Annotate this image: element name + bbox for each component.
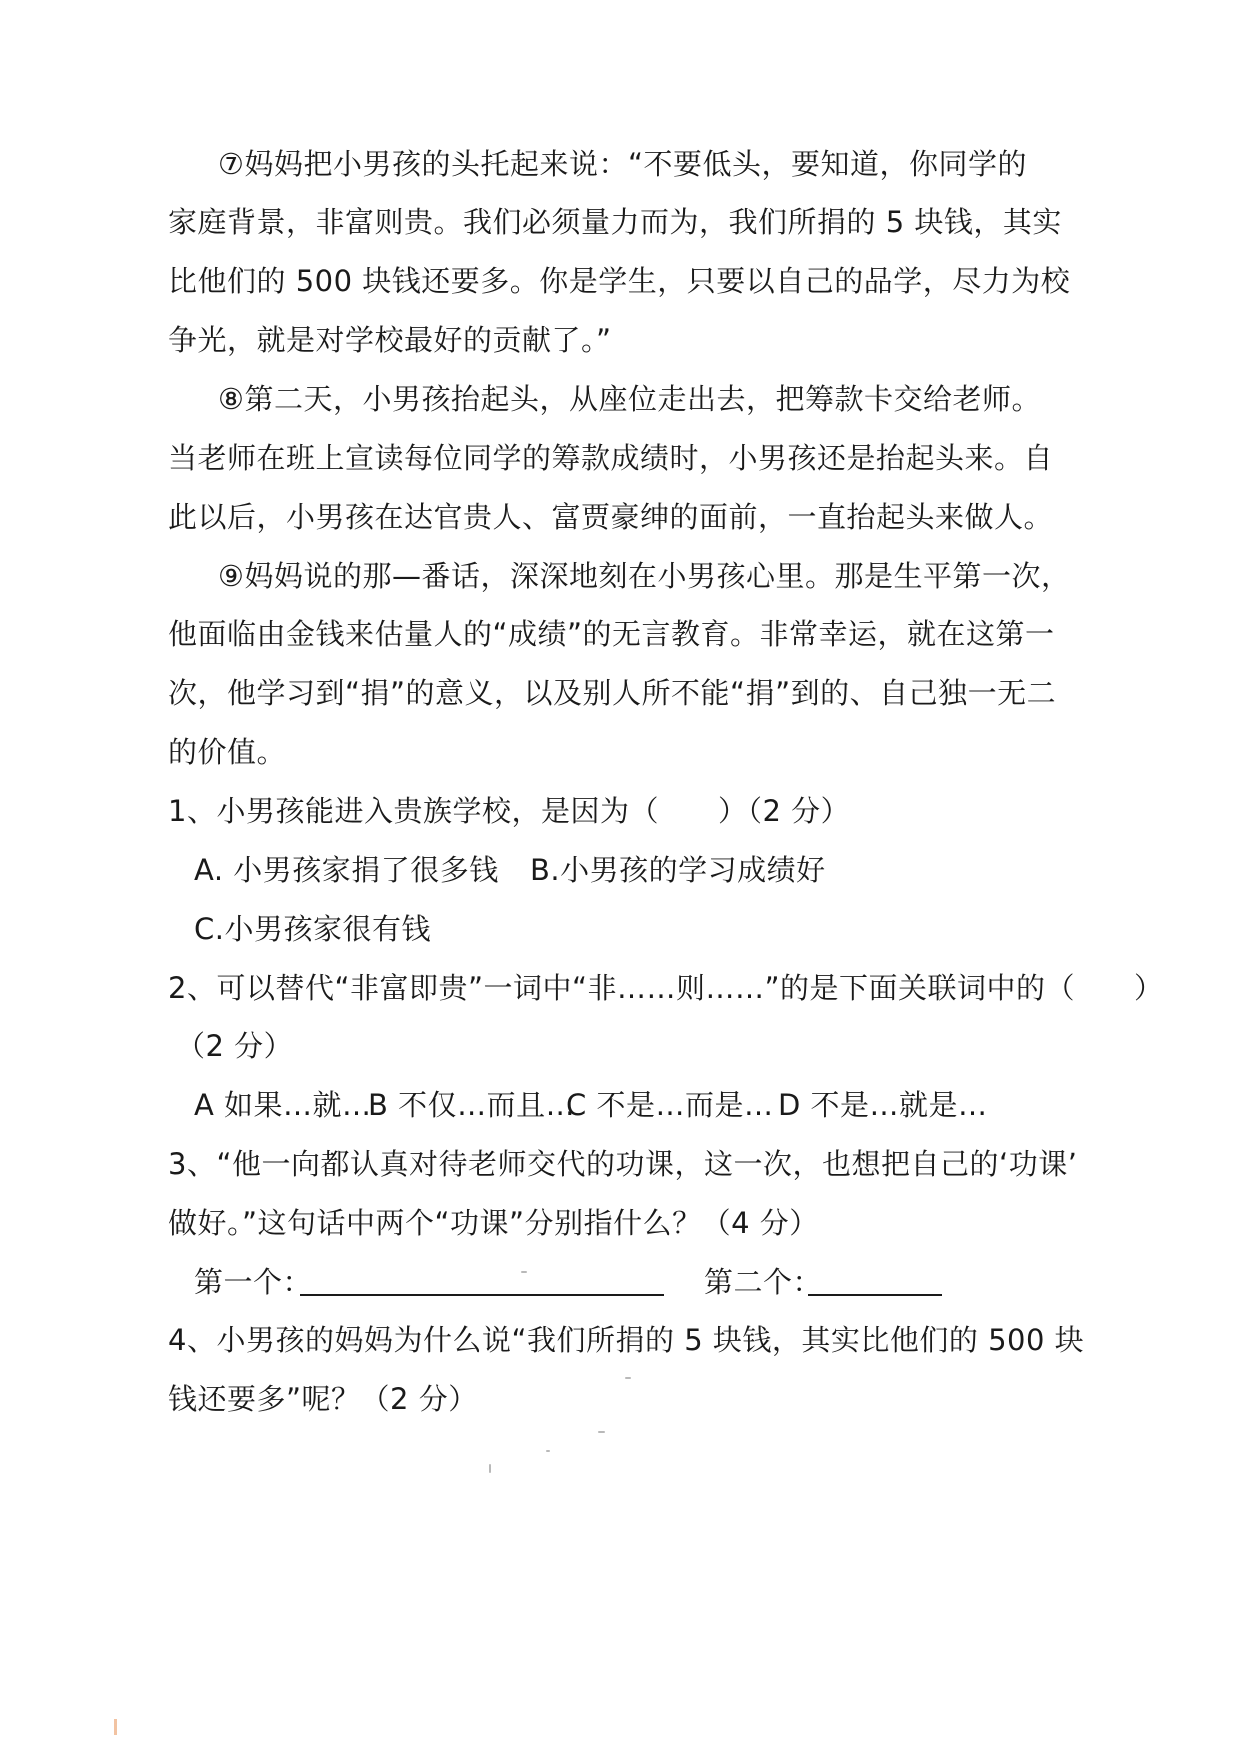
- question-1-stem: 1、小男孩能进入贵族学校，是因为（ ）（2 分）: [168, 794, 851, 828]
- question-2-stem-line-1: 2、可以替代“非富即贵”一词中“非……则……”的是下面关联词中的（ ）: [168, 971, 1164, 1005]
- question-1-option-a: A. 小男孩家捐了很多钱: [194, 853, 499, 887]
- passage-p7-line-1: ⑦妈妈把小男孩的头托起来说：“不要低头，要知道，你同学的: [218, 147, 1028, 181]
- question-2-option-b: B 不仅…而且…: [368, 1088, 576, 1122]
- scan-speck: [625, 1377, 631, 1379]
- question-1-option-c: C.小男孩家很有钱: [194, 912, 431, 946]
- question-3-second-answer-blank[interactable]: [808, 1294, 942, 1296]
- passage-p9-line-4: 的价值。: [168, 735, 287, 769]
- question-2-option-a: A 如果…就…: [194, 1088, 372, 1122]
- question-4-stem-line-1: 4、小男孩的妈妈为什么说“我们所捐的 5 块钱，其实比他们的 500 块: [168, 1323, 1085, 1357]
- passage-p9-line-1: ⑨妈妈说的那—番话，深深地刻在小男孩心里。那是生平第一次，: [218, 559, 1071, 593]
- question-3-first-answer-blank[interactable]: [300, 1294, 664, 1296]
- passage-p7-line-3: 比他们的 500 块钱还要多。你是学生，只要以自己的品学，尽力为校: [168, 264, 1071, 298]
- question-3-stem-line-2: 做好。”这句话中两个“功课”分别指什么？（4 分）: [168, 1206, 819, 1240]
- question-4-stem-line-2: 钱还要多”呢？（2 分）: [168, 1382, 478, 1416]
- scan-speck: [546, 1450, 550, 1452]
- scan-speck: [489, 1464, 491, 1473]
- question-3-first-label: 第一个：: [194, 1265, 313, 1299]
- scan-edge-mark: [114, 1719, 117, 1735]
- passage-p7-line-4: 争光，就是对学校最好的贡献了。”: [168, 323, 612, 357]
- scan-speck: [521, 1271, 527, 1273]
- question-3-second-label: 第二个：: [704, 1265, 823, 1299]
- scan-speck: [598, 1431, 605, 1433]
- question-1-option-b: B.小男孩的学习成绩好: [530, 853, 826, 887]
- passage-p8-line-2: 当老师在班上宣读每位同学的筹款成绩时，小男孩还是抬起头来。自: [168, 441, 1054, 475]
- question-2-option-c: C 不是…而是…: [566, 1088, 774, 1122]
- passage-p8-line-1: ⑧第二天，小男孩抬起头，从座位走出去，把筹款卡交给老师。: [218, 382, 1041, 416]
- question-2-stem-line-2: （2 分）: [176, 1029, 294, 1063]
- passage-p8-line-3: 此以后，小男孩在达官贵人、富贾豪绅的面前，一直抬起头来做人。: [168, 500, 1054, 534]
- passage-p9-line-2: 他面临由金钱来估量人的“成绩”的无言教育。非常幸运，就在这第一: [168, 617, 1055, 651]
- question-3-stem-line-1: 3、“他一向都认真对待老师交代的功课，这一次，也想把自己的‘功课’: [168, 1147, 1078, 1181]
- passage-p7-line-2: 家庭背景，非富则贵。我们必须量力而为，我们所捐的 5 块钱，其实: [168, 205, 1062, 239]
- passage-p9-line-3: 次，他学习到“捐”的意义，以及别人所不能“捐”到的、自己独一无二: [168, 676, 1057, 710]
- question-2-option-d: D 不是…就是…: [778, 1088, 988, 1122]
